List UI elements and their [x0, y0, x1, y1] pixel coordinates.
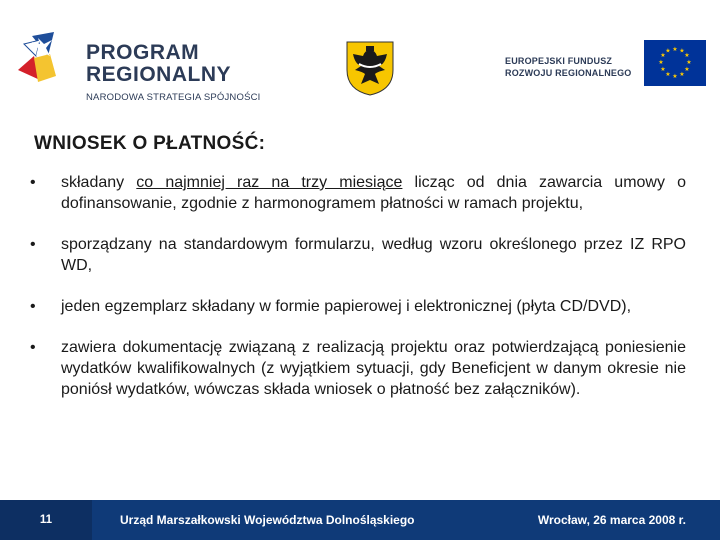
- bullet-marker: •: [30, 339, 36, 356]
- eu-fund-line1: EUROPEJSKI FUNDUSZ: [505, 56, 613, 66]
- bullet-item-2: [30, 234, 686, 276]
- program-title-line1: PROGRAM: [86, 41, 200, 64]
- bullet-1-underlined: co najmniej raz na trzy miesiące: [136, 174, 403, 191]
- svg-text:★: ★: [684, 66, 690, 73]
- eu-fund-label: [505, 55, 632, 79]
- svg-text:★: ★: [672, 73, 678, 80]
- svg-text:★: ★: [679, 71, 685, 78]
- bullet-1-post: licząc od dnia zawarcia umowy o dofinansowanie, zgodnie z harmonogramem płatności w ramach projektu,: [61, 174, 687, 212]
- program-regionalny-wordmark: [72, 20, 261, 103]
- svg-text:★: ★: [660, 52, 666, 59]
- bullet-list: [30, 172, 686, 400]
- bullet-marker: •: [30, 298, 36, 315]
- svg-text:★: ★: [672, 46, 678, 53]
- svg-text:★: ★: [660, 66, 666, 73]
- svg-text:★: ★: [684, 52, 690, 59]
- coat-of-arms-eagle-icon: [345, 40, 395, 96]
- bullet-2-text: sporządzany na standardowym formularzu, według wzoru określonego przez IZ RPO WD,: [61, 236, 686, 274]
- svg-text:★: ★: [665, 47, 671, 55]
- bullet-3-text: jeden egzemplarz składany w formie papierowej i elektronicznej (płyta CD/DVD),: [61, 298, 632, 315]
- page-number: 11: [0, 500, 92, 540]
- slide-header: [0, 0, 720, 118]
- eu-fund-line2: ROZWOJU REGIONALNEGO: [505, 68, 632, 78]
- svg-text:★: ★: [679, 47, 685, 55]
- bullet-item-3: [30, 296, 686, 317]
- bullet-item-1: [30, 172, 686, 214]
- bullet-marker: •: [30, 174, 36, 191]
- footer-date: Wrocław, 26 marca 2008 r.: [537, 513, 686, 527]
- program-title-line2: REGIONALNY: [86, 63, 232, 86]
- bullet-1-pre: składany: [61, 174, 137, 191]
- svg-text:★: ★: [665, 71, 671, 78]
- bullet-marker: •: [30, 236, 36, 253]
- slide-footer: [0, 500, 720, 540]
- eu-flag-icon: [644, 40, 706, 86]
- program-subtitle: NARODOWA STRATEGIA SPÓJNOŚCI: [86, 92, 261, 103]
- footer-institution: Urząd Marszałkowski Województwa Dolnośląskiego: [120, 513, 415, 527]
- svg-text:★: ★: [658, 59, 664, 66]
- svg-text:★: ★: [686, 59, 692, 66]
- slide-title: WNIOSEK O PŁATNOŚĆ:: [34, 133, 266, 154]
- bullet-item-4: [30, 337, 686, 400]
- bullet-4-text: zawiera dokumentację związaną z realizacją projektu oraz potwierdzającą poniesienie wydatków kwalifikowalnych (z wyjątkiem sytuacji, gdy Beneficjent w danym okresie nie poniósł wydatków, wówczas składa wniosek o płatność bez załączników).: [61, 339, 686, 398]
